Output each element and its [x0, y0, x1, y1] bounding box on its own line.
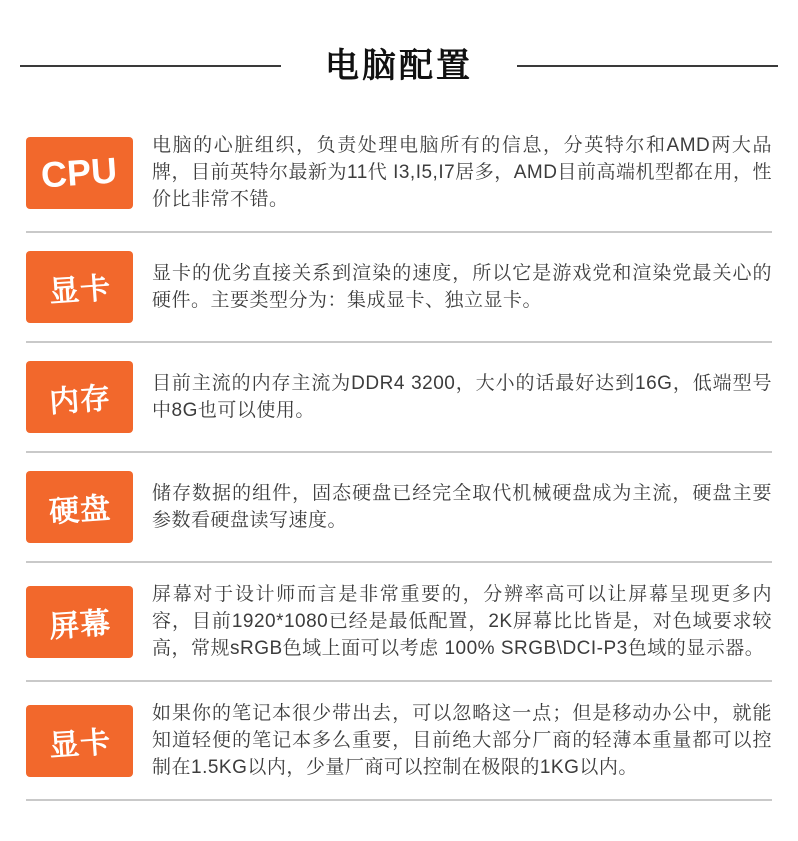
page-header [0, 44, 798, 88]
config-list [0, 114, 798, 801]
config-section-cpu [26, 114, 772, 233]
config-section-screen [26, 563, 772, 682]
section-label-badge [26, 705, 133, 777]
section-label-badge [26, 251, 133, 323]
section-description: 电脑的心脏组织，负责处理电脑所有的信息，分英特尔和AMD两大品牌，目前英特尔最新为11代 I3,I5,I7居多，AMD目前高端机型都在用，性价比非常不错。 [152, 135, 772, 211]
title-rule-left [20, 65, 281, 67]
section-label: CPU [40, 149, 119, 196]
section-description: 储存数据的组件，固态硬盘已经完全取代机械硬盘成为主流，硬盘主要参数看硬盘读写速度。 [152, 483, 772, 532]
section-label: 屏幕 [47, 606, 112, 644]
section-label-badge [26, 586, 133, 658]
section-label: 显卡 [47, 272, 112, 310]
config-section-memory [26, 343, 772, 453]
section-label-badge [26, 361, 133, 433]
section-label-badge [26, 137, 133, 209]
title-rule-right [517, 65, 778, 67]
config-section-disk [26, 453, 772, 563]
config-section-weight [26, 682, 772, 801]
page-title: 电脑配置 [325, 47, 473, 85]
section-description: 屏幕对于设计师而言是非常重要的，分辨率高可以让屏幕呈现更多内容，目前1920*1080已经是最低配置，2K屏幕比比皆是，对色域要求较高，常规sRGB色域上面可以考虑 100% SRGB\DCI-P3色域的显示器。 [152, 584, 772, 660]
section-description: 如果你的笔记本很少带出去，可以忽略这一点；但是移动办公中，就能知道轻便的笔记本多么重要，目前绝大部分厂商的轻薄本重量都可以控制在1.5KG以内，少量厂商可以控制在极限的1KG以内。 [152, 703, 772, 779]
section-label-badge [26, 471, 133, 543]
section-description: 显卡的优劣直接关系到渲染的速度，所以它是游戏党和渲染党最关心的硬件。主要类型分为：集成显卡、独立显卡。 [152, 263, 772, 312]
section-label: 显卡 [47, 725, 112, 763]
section-description: 目前主流的内存主流为DDR4 3200，大小的话最好达到16G，低端型号中8G也可以使用。 [152, 373, 772, 422]
section-label: 内存 [47, 382, 112, 420]
config-section-gpu [26, 233, 772, 343]
section-label: 硬盘 [47, 492, 112, 530]
